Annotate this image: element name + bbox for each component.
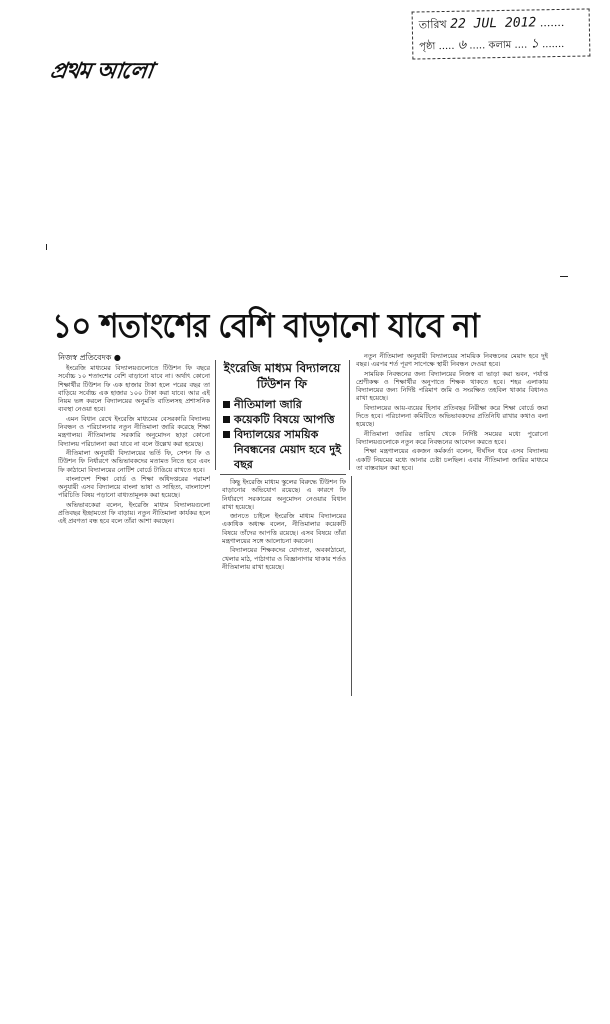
article-paragraph: বাংলাদেশ শিক্ষা বোর্ড ও শিক্ষা অধিদপ্তরের পরামর্শ অনুযায়ী এসব বিদ্যালয়ে বাংলা ভাষা ও সাহিত্য, বাংলাদেশ পরিচিতি বিষয় পড়ানো বাধ্যতামূলক করা হয়েছে। bbox=[58, 474, 210, 500]
scan-mark-left bbox=[46, 244, 47, 250]
summary-point: নীতিমালা জারি bbox=[222, 397, 342, 412]
article-paragraph: বিদ্যালয়ের শিক্ষকদের যোগ্যতা, অবকাঠামো, খেলার মাঠ, পাঠাগার ও বিজ্ঞানাগার থাকার শর্তও নীতিমালায় রাখা হয়েছে। bbox=[222, 546, 346, 571]
column-rule bbox=[215, 360, 216, 470]
article-paragraph: বিদ্যালয়ের আয়-ব্যয়ের হিসাব প্রতিবছর নিরীক্ষা করে শিক্ষা বোর্ডে জমা দিতে হবে। পরিচালনা কমিটিতে অভিভাবকদের প্রতিনিধি রাখার কথাও বলা হয়েছে। bbox=[356, 403, 548, 429]
article-paragraph: অভিভাবকেরা বলেন, ইংরেজি মাধ্যম বিদ্যালয়গুলো প্রতিবছর ইচ্ছামতো ফি বাড়ায়। নতুন নীতিমালা কার্যকর হলে এই প্রবণতা বন্ধ হবে বলে তাঁরা আশা করছেন। bbox=[58, 500, 210, 526]
summary-point: কয়েকটি বিষয়ে আপত্তি bbox=[222, 412, 342, 427]
article-paragraph: নীতিমালা জারির তারিখ থেকে নির্দিষ্ট সময়ের মধ্যে পুরোনো বিদ্যালয়গুলোকে নতুন করে নিবন্ধনের আবেদন করতে হবে। bbox=[356, 429, 548, 446]
article-paragraph: জানতে চাইলে ইংরেজি মাধ্যম বিদ্যালয়ের একাধিক অধ্যক্ষ বলেন, নীতিমালার কয়েকটি বিষয়ে তাঁদের আপত্তি রয়েছে। এসব বিষয়ে তাঁরা মন্ত্রণালয়ের সঙ্গে আলোচনা করবেন। bbox=[222, 512, 346, 546]
stamp-page-label: পৃষ্ঠা bbox=[419, 41, 436, 53]
column-rule bbox=[349, 360, 350, 470]
stamp-page-row: পৃষ্ঠা ..... ৬ ..... কলাম .... ১ ....... bbox=[419, 36, 565, 53]
article-column-2 bbox=[222, 478, 346, 688]
stamp-column-label: কলাম bbox=[488, 39, 512, 52]
summary-box-title: ইংরেজি মাধ্যম বিদ্যালয়ে টিউশন ফি bbox=[223, 361, 341, 391]
article-paragraph: সাময়িক নিবন্ধনের জন্য বিদ্যালয়ের নিজস্ব বা ভাড়া করা ভবন, পর্যাপ্ত শ্রেণীকক্ষ ও শিক্ষার্থীর অনুপাতে শিক্ষক থাকতে হবে। শহর এলাকায় বিদ্যালয়ের জন্য নির্দিষ্ট পরিমাণ জমি ও সংরক্ষিত তহবিল থাকার বিধানও রাখা হয়েছে। bbox=[356, 369, 548, 403]
article-paragraph: এমন বিধান রেখে ইংরেজি মাধ্যমের বেসরকারি বিদ্যালয় নিবন্ধন ও পরিচালনার নতুন নীতিমালা জারি করেছে শিক্ষা মন্ত্রণালয়। নীতিমালায় সরকারি অনুমোদন ছাড়া কোনো বিদ্যালয় পরিচালনা করা যাবে না বলে উল্লেখ করা হয়েছে। bbox=[58, 414, 210, 448]
article-paragraph: নীতিমালা অনুযায়ী বিদ্যালয়ের ভর্তি ফি, সেশন ফি ও টিউশন ফি নির্ধারণে অভিভাবকদের মতামত নিতে হবে এবং ফি কাঠামো বিদ্যালয়ের নোটিশ বোর্ডে টাঙিয়ে রাখতে হবে। bbox=[58, 448, 210, 474]
stamp-date-value: 22 JUL 2012 bbox=[450, 15, 537, 32]
article-paragraph: নতুন নীতিমালা অনুযায়ী বিদ্যালয়ের সাময়িক নিবন্ধনের মেয়াদ হবে দুই বছর। এরপর শর্ত পূরণ সাপেক্ষে স্থায়ী নিবন্ধন দেওয়া হবে। bbox=[356, 352, 548, 369]
column-rule bbox=[351, 476, 352, 696]
article-paragraph: কিছু ইংরেজি মাধ্যম স্কুলের বিরুদ্ধে টিউশন ফি বাড়ানোর অভিযোগ রয়েছে। এ কারণে ফি নির্ধারণে সরকারের অনুমোদন নেওয়ার বিধান রাখা হয়েছে। bbox=[222, 478, 346, 511]
stamp-column-value: ১ bbox=[530, 36, 539, 52]
article-column-3 bbox=[356, 352, 548, 697]
stamp-date-row: তারিখ 22 JUL 2012 ....... bbox=[418, 15, 565, 32]
summary-box bbox=[222, 360, 342, 470]
article-column-1 bbox=[58, 364, 210, 674]
date-stamp bbox=[412, 8, 591, 59]
stamp-date-label: তারিখ bbox=[418, 17, 447, 32]
article-paragraph: শিক্ষা মন্ত্রণালয়ের একজন কর্মকর্তা বলেন, দীর্ঘদিন ধরে এসব বিদ্যালয় একটি নিয়মের মধ্যে আনার চেষ্টা চলছিল। এবার নীতিমালা জারির মাধ্যমে তা বাস্তবায়ন করা হবে। bbox=[356, 447, 548, 472]
summary-point: বিদ্যালয়ের সাময়িক নিবন্ধনের মেয়াদ হবে দুই বছর bbox=[222, 427, 342, 472]
scan-mark bbox=[560, 276, 568, 277]
article-headline: ১০ শতাংশের বেশি বাড়ানো যাবে না bbox=[52, 306, 479, 345]
box-rule bbox=[220, 474, 346, 475]
article-paragraph: ইংরেজি মাধ্যমের বিদ্যালয়গুলোতে টিউশন ফি বছরে সর্বোচ্চ ১০ শতাংশের বেশি বাড়ানো যাবে না। অর্থাৎ কোনো শিক্ষার্থীর টিউশন ফি এক হাজার টাকা হলে পরের বছর তা বাড়িয়ে সর্বোচ্চ এক হাজার ১০০ টাকা করা যাবে। আর এই নিয়ম ভঙ্গ করলে বিদ্যালয়ের অনুমতি বাতিলসহ প্রশাসনিক ব্যবস্থা নেওয়া হবে। bbox=[58, 364, 210, 414]
article-byline: নিজস্ব প্রতিবেদক ● bbox=[58, 353, 121, 362]
stamp-page-value: ৬ bbox=[457, 37, 467, 53]
newspaper-masthead: প্রথম আলো bbox=[48, 58, 154, 84]
